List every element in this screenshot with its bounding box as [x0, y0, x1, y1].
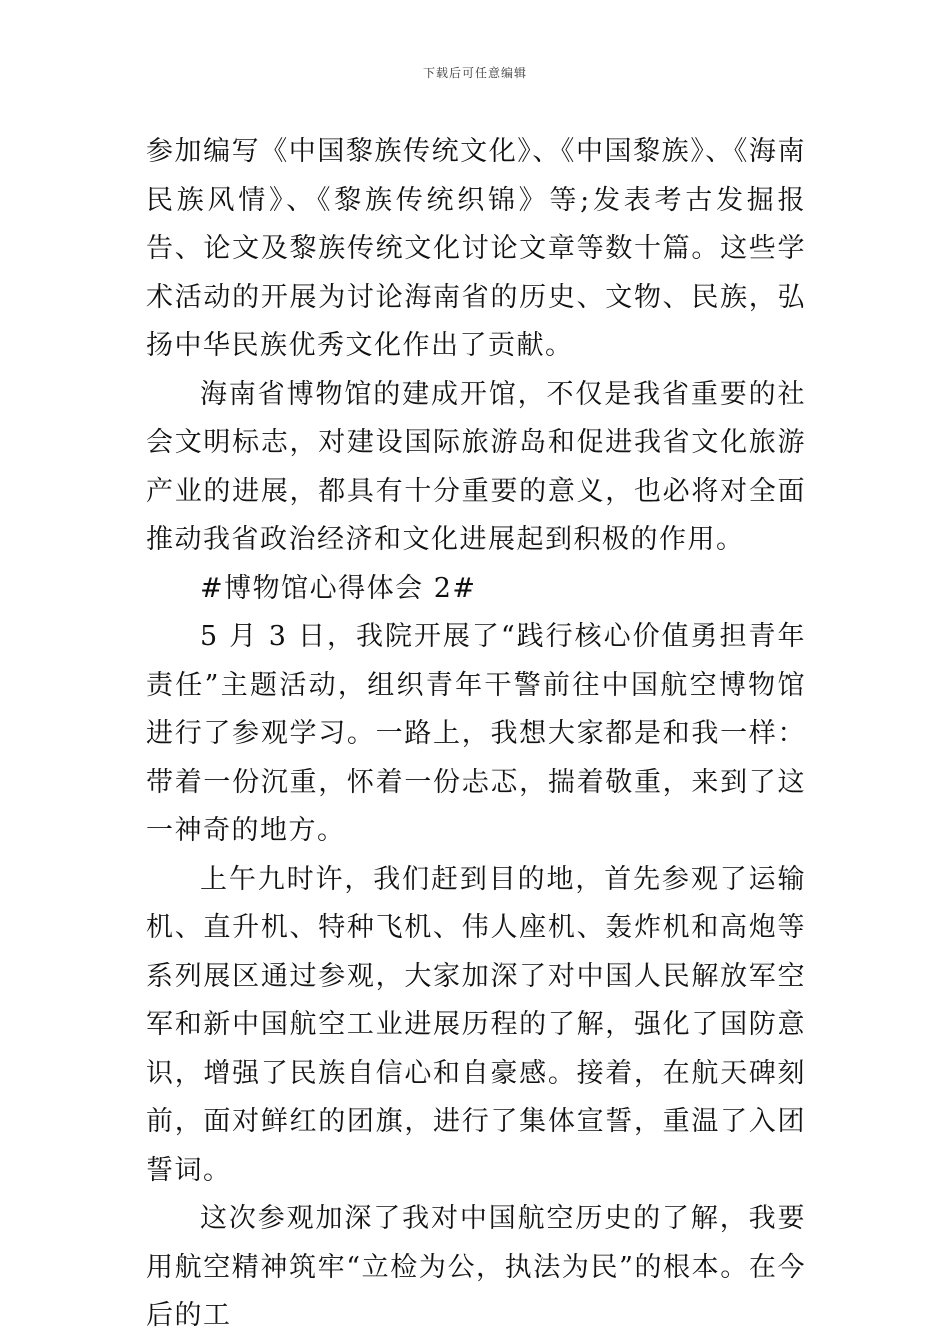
paragraph-1: 参加编写《中国黎族传统文化》、《中国黎族》、《海南民族风情》、《黎族传统织锦》等;发表考古发掘报告、论文及黎族传统文化讨论文章等数十篇。这些学术活动的开展为讨论海南省的历史、文物、民族，弘扬中华民族优秀文化作出了贡献。 [146, 136, 806, 361]
page-header-note: 下载后可任意编辑 [422, 66, 527, 80]
paragraph-4: 上午九时许，我们赶到目的地，首先参观了运输机、直升机、特种飞机、伟人座机、轰炸机和高炮等系列展区通过参观，大家加深了对中国人民解放军空军和新中国航空工业进展历程的了解，强化了国防意识，增强了民族自信心和自豪感。接着，在航天碑刻前，面对鲜红的团旗，进行了集体宣誓，重温了入团誓词。 [146, 863, 806, 1186]
document-body [146, 128, 806, 1341]
paragraph-2: 海南省博物馆的建成开馆，不仅是我省重要的社会文明标志，对建设国际旅游岛和促进我省文化旅游产业的进展，都具有十分重要的意义，也必将对全面推动我省政治经济和文化进展起到积极的作用。 [146, 378, 806, 555]
section-heading: #博物馆心得体会 2# [200, 572, 477, 604]
paragraph-3: 5 月 3 日，我院开展了“践行核心价值勇担青年责任”主题活动，组织青年干警前往中国航空博物馆进行了参观学习。一路上，我想大家都是和我一样：带着一份沉重，怀着一份忐忑，揣着敬重，来到了这一神奇的地方。 [146, 621, 806, 846]
paragraph-5: 这次参观加深了我对中国航空历史的了解，我要用航空精神筑牢“立检为公，执法为民”的根本。在今后的工 [146, 1203, 806, 1331]
